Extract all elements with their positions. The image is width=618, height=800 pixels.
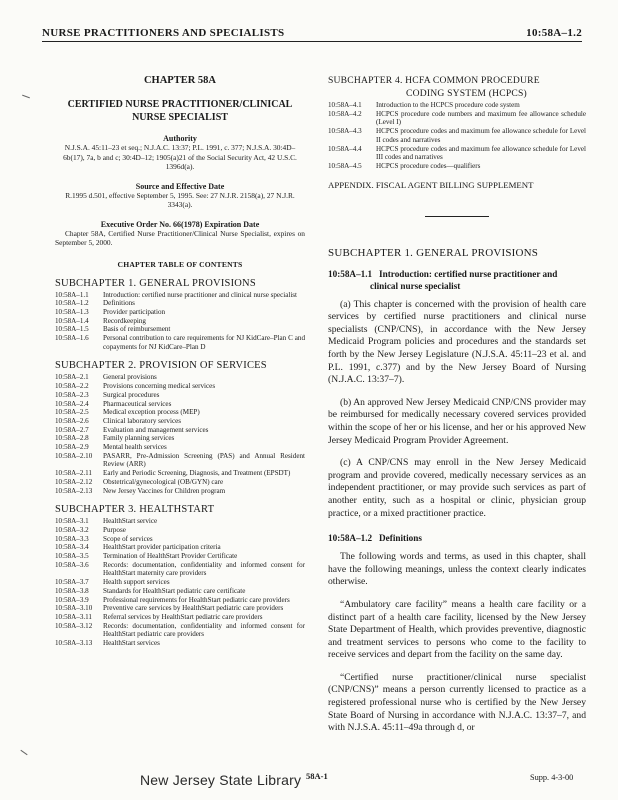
toc-entry-number: 10:58A–2.4 bbox=[55, 399, 89, 408]
toc-entry bbox=[55, 478, 305, 487]
toc-subchapter-4 bbox=[328, 101, 586, 171]
toc-entry-title: Standards for HealthStart pediatric care certificate bbox=[103, 586, 246, 595]
toc-entry-title: HealthStart provider participation criteria bbox=[103, 543, 221, 552]
toc-entry-title: New Jersey Vaccines for Children program bbox=[103, 486, 226, 495]
toc-subchapter-2-heading: SUBCHAPTER 2. PROVISION OF SERVICES bbox=[55, 360, 267, 372]
toc-entry-title: HCPCS procedure code numbers and maximum fee allowance schedule (Level I) bbox=[376, 109, 586, 127]
header-title: NURSE PRACTITIONERS AND SPECIALISTS bbox=[42, 27, 285, 39]
toc-appendix: APPENDIX. FISCAL AGENT BILLING SUPPLEMENT bbox=[328, 179, 534, 190]
margin-mark bbox=[20, 750, 27, 755]
toc-subchapter-1 bbox=[55, 291, 305, 352]
toc-entry-title: Preventive care services by HealthStart pediatric care providers bbox=[103, 604, 284, 613]
toc-entry-title: Termination of HealthStart Provider Certificate bbox=[103, 552, 238, 561]
toc-entry-number: 10:58A–1.4 bbox=[55, 316, 89, 325]
toc-entry-title: Clinical laboratory services bbox=[103, 416, 182, 425]
toc-entry bbox=[55, 299, 305, 308]
toc-entry-title: Recordkeeping bbox=[103, 316, 146, 325]
toc-entry bbox=[55, 408, 305, 417]
toc-entry bbox=[55, 543, 305, 552]
toc-entry-number: 10:58A–4.5 bbox=[328, 161, 362, 170]
toc-entry bbox=[55, 382, 305, 391]
toc-entry-title: Introduction: certified nurse practitioner and clinical nurse specialist bbox=[103, 290, 298, 299]
toc-entry bbox=[55, 552, 305, 561]
section-1-2-heading bbox=[328, 532, 586, 544]
toc-entry-number: 10:58A–3.12 bbox=[55, 621, 93, 630]
toc-entry bbox=[55, 561, 305, 578]
toc-entry-number: 10:58A–3.3 bbox=[55, 534, 89, 543]
toc-entry-number: 10:58A–2.12 bbox=[55, 477, 93, 486]
toc-entry-title: Introduction to the HCPCS procedure code system bbox=[376, 101, 520, 109]
toc-entry-number: 10:58A–2.5 bbox=[55, 408, 89, 417]
toc-entry-title: Basis of reimbursement bbox=[103, 325, 171, 334]
toc-entry bbox=[55, 452, 305, 469]
toc-entry bbox=[55, 443, 305, 452]
toc-entry-number: 10:58A–3.2 bbox=[55, 525, 89, 534]
toc-entry-title: Surgical procedures bbox=[103, 390, 160, 399]
toc-entry bbox=[55, 400, 305, 409]
toc-entry-number: 10:58A–4.1 bbox=[328, 101, 362, 109]
toc-entry-title: HCPCS procedure codes and maximum fee allowance schedule for Level III codes and narratives bbox=[376, 144, 586, 162]
toc-entry-number: 10:58A–2.6 bbox=[55, 416, 89, 425]
toc-entry bbox=[55, 373, 305, 382]
toc-entry-title: Records: documentation, confidentiality and informed consent for HealthStart maternity care providers bbox=[103, 560, 305, 578]
authority-heading: Authority bbox=[163, 134, 197, 143]
toc-entry-title: Obstetrical/gynecological (OB/GYN) care bbox=[103, 477, 224, 486]
toc-entry bbox=[55, 604, 305, 613]
section-1-1-heading bbox=[328, 268, 586, 292]
page-number: 58A-1 bbox=[306, 771, 328, 781]
toc-entry-title: Evaluation and management services bbox=[103, 425, 209, 434]
toc-entry bbox=[55, 469, 305, 478]
toc-subchapter-2 bbox=[55, 373, 305, 495]
section-1-1-title: Introduction: certified nurse practitioner and clinical nurse specialist bbox=[370, 268, 558, 291]
toc-subchapter-3 bbox=[55, 517, 305, 648]
header-section-number: 10:58A–1.2 bbox=[526, 27, 582, 39]
paragraph-ambulatory-care: “Ambulatory care facility” means a health care facility or a distinct part of a health care facility, licensed by the New Jersey State Department of Health, which provides preventive, diagnostic and treatment services to persons who come to the facility to receive services and depart from the facility on the same day. bbox=[328, 598, 586, 661]
toc-entry-number: 10:58A–3.13 bbox=[55, 639, 93, 648]
toc-entry-number: 10:58A–2.7 bbox=[55, 425, 89, 434]
toc-title: CHAPTER TABLE OF CONTENTS bbox=[117, 259, 243, 269]
source-heading: Source and Effective Date bbox=[135, 181, 225, 191]
toc-entry bbox=[55, 291, 305, 300]
toc-entry bbox=[55, 325, 305, 334]
toc-subchapter-4-heading: SUBCHAPTER 4. HCFA COMMON PROCEDURE bbox=[328, 75, 540, 86]
toc-entry-number: 10:58A–2.2 bbox=[55, 382, 89, 391]
toc-entry-title: HealthStart service bbox=[103, 517, 158, 526]
toc-entry-number: 10:58A–2.3 bbox=[55, 390, 89, 399]
toc-entry-number: 10:58A–3.5 bbox=[55, 552, 89, 561]
toc-entry-number: 10:58A–2.9 bbox=[55, 443, 89, 452]
toc-entry-title: Scope of services bbox=[103, 534, 153, 543]
toc-entry bbox=[55, 434, 305, 443]
toc-entry-number: 10:58A–4.3 bbox=[328, 127, 362, 136]
subchapter-1-heading: SUBCHAPTER 1. GENERAL PROVISIONS bbox=[328, 246, 539, 259]
paragraph-c: (c) A CNP/CNS may enroll in the New Jersey Medicaid program and provide covered, medically necessary services as an independent practitioner, or may provide such services as part of another entity, such as a hospital or clinic, physician group practice, or a mixed practitioner practice. bbox=[328, 457, 586, 519]
section-1-2-title: Definitions bbox=[379, 533, 422, 544]
authority-text: N.J.S.A. 45:11–23 et seq.; N.J.A.C. 13:37; P.L. 1991, c. 377; N.J.S.A. 30:4D–6b(17), 7a, b and c; 30:4D–12; 1905(a)21 of the Social Security Act, 42 U.S.C. 1396d(a). bbox=[63, 143, 297, 171]
toc-entry-number: 10:58A–2.1 bbox=[55, 373, 89, 382]
toc-entry bbox=[328, 110, 586, 127]
toc-entry-title: Family planning services bbox=[103, 434, 175, 443]
toc-entry-number: 10:58A–4.2 bbox=[328, 109, 362, 118]
toc-entry-number: 10:58A–2.10 bbox=[55, 451, 93, 460]
toc-entry bbox=[55, 596, 305, 605]
toc-entry-title: Professional requirements for HealthStart pediatric care providers bbox=[103, 595, 290, 604]
supplement-date: Supp. 4-3-00 bbox=[530, 773, 574, 782]
toc-entry-number: 10:58A–3.7 bbox=[55, 578, 89, 587]
left-column bbox=[55, 75, 305, 648]
toc-entry bbox=[328, 145, 586, 162]
toc-entry bbox=[55, 426, 305, 435]
toc-entry-number: 10:58A–3.6 bbox=[55, 560, 89, 569]
toc-entry-title: Mental health services bbox=[103, 443, 167, 452]
toc-entry-title: Definitions bbox=[103, 299, 135, 308]
toc-entry-number: 10:58A–1.1 bbox=[55, 290, 89, 299]
toc-entry bbox=[55, 417, 305, 426]
toc-entry bbox=[55, 391, 305, 400]
toc-entry bbox=[55, 639, 305, 648]
toc-entry-title: HCPCS procedure codes and maximum fee allowance schedule for Level II codes and narratives bbox=[376, 127, 586, 144]
right-column bbox=[328, 75, 586, 735]
toc-entry-number: 10:58A–3.8 bbox=[55, 586, 89, 595]
toc-entry bbox=[55, 622, 305, 639]
paragraph-cnp-cns: “Certified nurse practitioner/clinical nurse specialist (CNP/CNS)” means a person currently licensed to practice as a registered professional nurse who is certified by the New Jersey State Board of Nursing in accordance with N.J.A.C. 13:37–7, and with N.J.S.A. 45:11–49a through d, or bbox=[328, 671, 586, 734]
margin-mark bbox=[22, 95, 30, 99]
section-1-2-number: 10:58A–1.2 bbox=[328, 533, 373, 544]
toc-entry-title: PASARR, Pre-Admission Screening (PAS) and Annual Resident Review (ARR) bbox=[103, 451, 305, 469]
toc-entry bbox=[55, 587, 305, 596]
toc-entry-title: Provider participation bbox=[103, 307, 166, 316]
toc-entry-number: 10:58A–3.4 bbox=[55, 543, 89, 552]
toc-entry-number: 10:58A–3.11 bbox=[55, 613, 92, 621]
library-stamp: New Jersey State Library bbox=[140, 772, 302, 788]
toc-entry-title: Records: documentation, confidentiality and informed consent for HealthStart pediatric care providers bbox=[103, 621, 305, 639]
toc-entry-number: 10:58A–1.2 bbox=[55, 299, 89, 308]
toc-entry bbox=[55, 517, 305, 526]
toc-entry bbox=[328, 127, 586, 144]
executive-order-text: Chapter 58A, Certified Nurse Practitioner/Clinical Nurse Specialist, expires on September 5, 2000. bbox=[55, 228, 305, 247]
toc-entry-title: HCPCS procedure codes—qualifiers bbox=[376, 161, 481, 170]
toc-entry-title: HealthStart services bbox=[103, 639, 160, 648]
chapter-title: CERTIFIED NURSE PRACTITIONER/CLINICAL NURSE SPECIALIST bbox=[67, 99, 293, 123]
toc-entry-number: 10:58A–3.9 bbox=[55, 595, 89, 604]
paragraph-definitions-intro: The following words and terms, as used in this chapter, shall have the following meanings, unless the context clearly indicates otherwise. bbox=[328, 551, 586, 588]
toc-entry bbox=[55, 487, 305, 496]
toc-entry-number: 10:58A–2.8 bbox=[55, 434, 89, 443]
toc-entry bbox=[328, 162, 586, 171]
paragraph-a: (a) This chapter is concerned with the provision of health care services by certified nurse practitioners and clinical nurse specialists (CNP/CNS), in accordance with the New Jersey Medicaid Program policies and procedures and the standards set forth by the New Jersey Legislature (N.J.S.A. 45:11–23 et al. and P.L. 1991, c.377) and by the New Jersey Board of Nursing (N.J.A.C. 13:37–7). bbox=[328, 298, 586, 386]
toc-entry bbox=[55, 317, 305, 326]
toc-entry-number: 10:58A–2.11 bbox=[55, 469, 92, 478]
toc-entry-number: 10:58A–1.6 bbox=[55, 334, 89, 343]
executive-order-heading: Executive Order No. 66(1978) Expiration Date bbox=[100, 219, 260, 229]
toc-entry bbox=[55, 613, 305, 622]
chapter-number: CHAPTER 58A bbox=[143, 75, 217, 86]
running-header bbox=[42, 27, 582, 42]
toc-entry-number: 10:58A–3.10 bbox=[55, 604, 93, 613]
toc-subchapter-4-heading-cont: CODING SYSTEM (HCPCS) bbox=[406, 88, 527, 99]
toc-entry bbox=[55, 578, 305, 587]
toc-entry-title: Purpose bbox=[103, 525, 126, 534]
toc-entry-number: 10:58A–1.5 bbox=[55, 325, 89, 334]
toc-entry bbox=[55, 334, 305, 351]
toc-entry-number: 10:58A–1.3 bbox=[55, 307, 89, 316]
toc-subchapter-1-heading: SUBCHAPTER 1. GENERAL PROVISIONS bbox=[55, 277, 256, 289]
toc-entry-title: Pharmaceutical services bbox=[103, 399, 172, 408]
toc-entry bbox=[328, 101, 586, 110]
toc-entry bbox=[55, 308, 305, 317]
toc-entry bbox=[55, 535, 305, 544]
toc-entry-title: Referral services by HealthStart pediatric care providers bbox=[103, 613, 263, 621]
toc-entry-number: 10:58A–4.4 bbox=[328, 144, 362, 153]
toc-entry-title: Early and Periodic Screening, Diagnosis, and Treatment (EPSDT) bbox=[103, 469, 291, 478]
toc-subchapter-3-heading: SUBCHAPTER 3. HEALTHSTART bbox=[55, 504, 215, 516]
toc-entry-number: 10:58A–3.1 bbox=[55, 517, 89, 526]
source-text: R.1995 d.501, effective September 5, 1995. See: 27 N.J.R. 2158(a), 27 N.J.R. 3343(a). bbox=[65, 190, 295, 209]
toc-entry bbox=[55, 526, 305, 535]
section-1-1-number: 10:58A–1.1 bbox=[328, 268, 373, 279]
toc-entry-title: Health support services bbox=[103, 578, 170, 587]
section-divider bbox=[425, 216, 489, 217]
toc-entry-title: Personal contribution to care requirements for NJ KidCare–Plan C and copayments for NJ KidCare–Plan D bbox=[103, 334, 305, 351]
paragraph-b: (b) An approved New Jersey Medicaid CNP/CNS provider may be reimbursed for medically necessary covered services provided within the scope of her or his license, and her or his approved New Jersey Medicaid Program Provider Agreement. bbox=[328, 396, 586, 446]
toc-entry-number: 10:58A–2.13 bbox=[55, 486, 93, 495]
toc-entry-title: Provisions concerning medical services bbox=[103, 382, 216, 391]
toc-entry-title: Medical exception process (MEP) bbox=[103, 408, 200, 417]
toc-entry-title: General provisions bbox=[103, 373, 157, 382]
